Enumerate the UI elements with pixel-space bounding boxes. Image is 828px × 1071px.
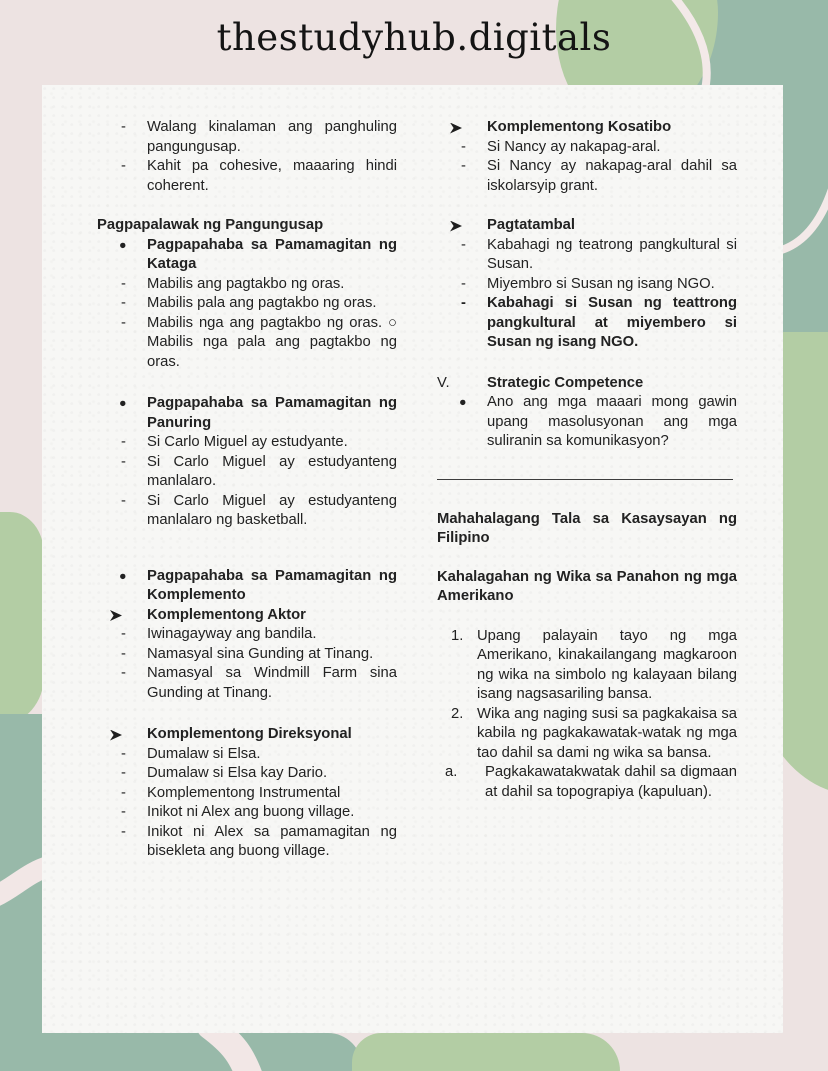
arrow-marker-icon xyxy=(110,730,122,741)
list-item xyxy=(437,294,737,353)
list-item xyxy=(437,236,737,275)
list-item-text: Walang kinalaman ang panghuling pangungusap. xyxy=(147,119,397,155)
dash-marker-icon: - xyxy=(121,804,126,820)
teal-strip-left xyxy=(0,714,45,1071)
num-marker-icon: 1. xyxy=(451,627,464,644)
green-blob-bottom xyxy=(352,1033,620,1071)
list-item xyxy=(97,394,397,433)
arrow-glyph-icon xyxy=(110,730,122,741)
list-item xyxy=(437,216,737,236)
list-item xyxy=(97,645,397,665)
dash-marker-icon: - xyxy=(461,236,466,253)
bullet-marker-icon: ● xyxy=(119,396,127,410)
list-item-text: Kahit pa cohesive, maaaring hindi coherent. xyxy=(147,158,397,194)
arrow-marker-icon xyxy=(450,123,462,134)
list-item-text: Komplementong Instrumental xyxy=(147,784,341,801)
list-item xyxy=(97,275,397,295)
dash-marker-icon: - xyxy=(121,453,126,470)
list-item xyxy=(97,492,397,531)
list-item xyxy=(97,294,397,314)
column-left xyxy=(97,118,397,862)
document-page xyxy=(42,85,783,1033)
list-item xyxy=(97,664,397,703)
list-item xyxy=(437,763,737,802)
roman-heading xyxy=(437,374,737,394)
dash-marker-icon: - xyxy=(121,119,126,135)
list-item-text: Pagpapahaba sa Pamamagitan ng Komplemento xyxy=(147,567,397,603)
list-item-text: Kabahagi ng teatrong pangkultural si Susan. xyxy=(487,236,737,272)
list-item xyxy=(97,745,397,765)
divider-line xyxy=(437,479,733,480)
list-item xyxy=(97,567,397,606)
arrow-glyph-icon xyxy=(450,221,462,232)
list-block xyxy=(97,236,397,373)
list-item-text: Upang palayain tayo ng mga Amerikano, kinakailangang magkaroon ng wika na simbolo ng kalayaan bilang isang nagsasariling bansa. xyxy=(477,627,737,702)
dash-marker-icon: - xyxy=(121,823,126,840)
list-item xyxy=(437,393,737,452)
list-item xyxy=(97,803,397,823)
list-item-text: Si Carlo Miguel ay estudyanteng manlalaro. xyxy=(147,453,397,489)
list-item xyxy=(97,314,397,373)
list-item-text: Pagpapahaba sa Pamamagitan ng Panuring xyxy=(147,395,397,431)
list-item xyxy=(437,275,737,295)
list-item xyxy=(437,118,737,138)
dash-marker-icon: - xyxy=(121,626,126,642)
dash-marker-icon: - xyxy=(121,314,126,331)
dash-marker-icon: - xyxy=(121,745,126,762)
list-item-text: Inikot ni Alex sa pamamagitan ng bisekleta ang buong village. xyxy=(147,823,397,859)
list-item-text: Dumalaw si Elsa kay Dario. xyxy=(147,765,328,781)
dash-marker-icon: - xyxy=(121,784,126,801)
list-block xyxy=(437,216,737,353)
list-item xyxy=(97,625,397,645)
list-item xyxy=(97,118,397,157)
list-item xyxy=(97,823,397,862)
list-item-text: Mabilis pala ang pagtakbo ng oras. xyxy=(147,295,377,311)
list-block xyxy=(97,567,397,704)
dash-marker-icon: - xyxy=(121,645,126,662)
list-block xyxy=(97,394,397,531)
list-item xyxy=(437,705,737,764)
list-item-text: Kabahagi si Susan ng teattrong pangkultural at miyembero si Susan ng isang NGO. xyxy=(487,295,737,350)
bullet-marker-icon: ● xyxy=(119,237,127,252)
list-item xyxy=(97,784,397,804)
list-item-text: Si Nancy ay nakapag-aral. xyxy=(487,138,661,155)
dash-marker-icon: - xyxy=(121,492,126,509)
dash-marker-icon: - xyxy=(461,295,466,311)
dash-marker-icon: - xyxy=(461,158,466,174)
teal-band-bottom xyxy=(0,1033,362,1071)
dash-marker-icon: - xyxy=(121,158,126,174)
list-item xyxy=(97,725,397,745)
dash-marker-icon: - xyxy=(121,434,126,450)
list-item-text: Komplementong Kosatibo xyxy=(487,119,672,135)
list-block xyxy=(437,118,737,196)
list-item-text: Pagpapahaba sa Pamamagitan ng Kataga xyxy=(147,236,397,272)
bullet-marker-icon: ● xyxy=(119,568,127,583)
arrow-glyph-icon xyxy=(450,123,462,134)
list-item-text: Mabilis nga ang pagtakbo ng oras. ○ Mabilis nga pala ang pagtakbo ng oras. xyxy=(147,314,397,370)
roman-heading-title: Strategic Competence xyxy=(487,374,644,391)
list-item-text: Mabilis ang pagtakbo ng oras. xyxy=(147,275,345,292)
list-item xyxy=(97,453,397,492)
list-item-text: Dumalaw si Elsa. xyxy=(147,745,261,762)
dash-marker-icon: - xyxy=(461,138,466,155)
document-content xyxy=(42,85,783,862)
list-item-text: Namasyal sa Windmill Farm sina Gunding at Tinang. xyxy=(147,665,397,701)
section-heading: Mahahalagang Tala sa Kasaysayan ng Filipino xyxy=(437,510,737,546)
list-block xyxy=(437,393,737,452)
list-item-text: Namasyal sina Gunding at Tinang. xyxy=(147,645,374,662)
column-right xyxy=(437,118,737,862)
list-item-text: Wika ang naging susi sa pagkakaisa sa kabila ng pagkakawatak-watak ng mga tao dahil sa dami ng wika sa bansa. xyxy=(477,705,737,761)
bullet-marker-icon: ● xyxy=(459,395,467,409)
list-item-text: Si Carlo Miguel ay estudyanteng manlalaro ng basketball. xyxy=(147,492,397,528)
list-item-text: Inikot ni Alex ang buong village. xyxy=(147,804,355,820)
list-item-text: Pagtatambal xyxy=(487,217,575,233)
list-item-text: Si Carlo Miguel ay estudyante. xyxy=(147,434,348,450)
list-item-text: Komplementong Aktor xyxy=(147,606,306,623)
list-item-text: Ano ang mga maaari mong gawin upang masolusyonan ang mga suliranin sa komunikasyon? xyxy=(487,394,737,449)
list-item xyxy=(437,138,737,158)
section-heading: Kahalagahan ng Wika sa Panahon ng mga Amerikano xyxy=(437,568,737,604)
brand-title: thestudyhub.digitals xyxy=(216,16,612,59)
list-item xyxy=(97,157,397,196)
list-item xyxy=(97,606,397,626)
list-item xyxy=(97,433,397,453)
arrow-glyph-icon xyxy=(110,610,122,621)
dash-marker-icon: - xyxy=(121,295,126,311)
list-item-text: Iwinagayway ang bandila. xyxy=(147,626,317,642)
list-item xyxy=(97,236,397,275)
list-item-text: Komplementong Direksyonal xyxy=(147,726,352,742)
list-block xyxy=(437,627,737,803)
list-item xyxy=(437,157,737,196)
arrow-marker-icon xyxy=(450,221,462,232)
list-item xyxy=(97,764,397,784)
list-item-text: Pagkakawatakwatak dahil sa digmaan at dahil sa topograpiya (kapuluan). xyxy=(485,764,737,800)
roman-numeral: V. xyxy=(437,374,450,391)
arrow-marker-icon xyxy=(110,610,122,621)
dash-marker-icon: - xyxy=(121,665,126,681)
list-item-text: Miyembro si Susan ng isang NGO. xyxy=(487,275,715,292)
list-item-text: Si Nancy ay nakapag-aral dahil sa iskolarsyip grant. xyxy=(487,158,737,194)
list-block xyxy=(97,725,397,862)
dash-marker-icon: - xyxy=(121,765,126,781)
list-block xyxy=(97,118,397,196)
list-item xyxy=(437,627,737,705)
alpha-marker-icon: a. xyxy=(445,764,458,780)
section-heading: Pagpapalawak ng Pangungusap xyxy=(97,217,324,233)
num-marker-icon: 2. xyxy=(451,705,464,722)
dash-marker-icon: - xyxy=(121,275,126,292)
green-blob-left xyxy=(0,512,44,724)
dash-marker-icon: - xyxy=(461,275,466,292)
